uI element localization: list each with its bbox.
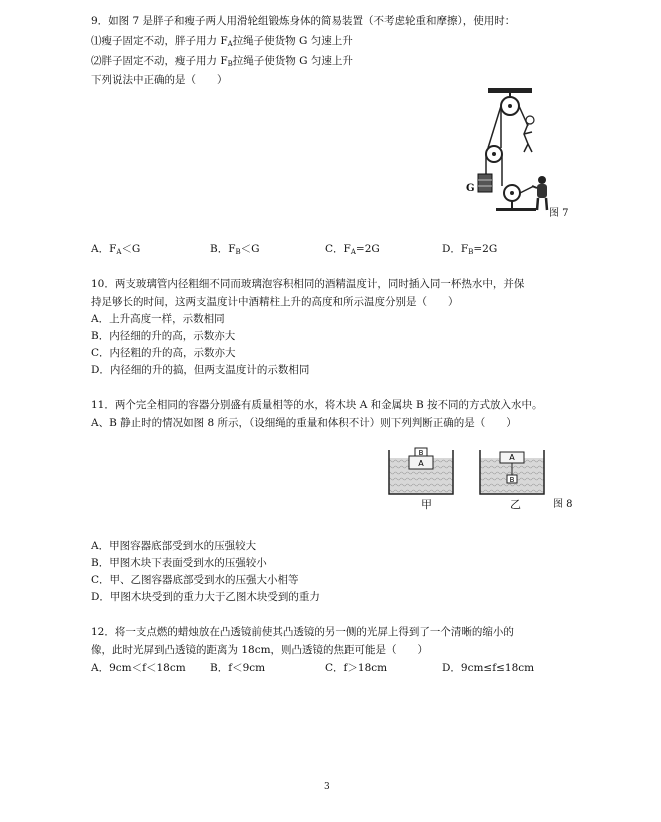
page-number: 3 [324,782,330,792]
q10-option-d: D．内径细的升的搞，但两支温度计的示数相同 [91,364,310,376]
caption-jia: 甲 [421,498,432,511]
q9-ask: 下列说法中正确的是（ ） [91,74,228,86]
svg-text:B: B [509,476,515,484]
q12-option-d: D．9cm≤f≤18cm [442,662,535,674]
q10-stem-line-2: 持足够长的时间，这两支温度计中酒精柱上升的高度和所示温度分别是（ ） [91,296,459,308]
q9-stem: 9．如图 7 是胖子和瘦子两人用滑轮组锻炼身体的简易装置（不考虑轮重和摩擦），使用时： [91,15,516,27]
svg-text:A: A [418,459,424,468]
q11-option-c: C．甲、乙图容器底部受到水的压强大小相等 [91,574,299,586]
q9-option-c: C．$F_A=2G$ [325,243,380,256]
weight-block [478,174,492,192]
q11-stem-line-1: 11．两个完全相同的容器分别盛有质量相等的水，将木块 A 和金属块 B 按不同的方式放入水中。 [91,399,543,411]
q12-option-a: A．9cm＜f＜18cm [91,662,186,674]
caption-yi: 乙 [510,498,521,511]
weight-label: G [466,183,475,194]
figure-7-label: 图 7 [549,208,569,219]
q9-option-b: B．$F_B<G$ [210,243,260,256]
q11-option-a: A．甲图容器底部受到水的压强较大 [91,540,257,552]
svg-text:B: B [418,449,424,457]
q9-condition-1: ⑴瘦子固定不动，胖子用力 $F_A$拉绳子使货物 G 匀速上升 [91,35,353,48]
q10-option-a: A．上升高度一样，示数相同 [91,313,225,325]
container-jia [389,448,453,494]
thin-person [526,116,534,124]
pulley-figure [466,86,556,216]
q12-option-b: B．f＜9cm [210,662,266,674]
fat-person [538,176,546,184]
svg-text:A: A [509,453,515,462]
q12-option-c: C．f＞18cm [325,662,388,674]
q9-condition-2: ⑵胖子固定不动，瘦子用力 $F_B$拉绳子使货物 G 匀速上升 [91,55,353,68]
q10-option-c: C．内径粗的升的高，示数亦大 [91,347,236,359]
q10-stem-line-1: 10．两支玻璃管内径粗细不同而玻璃泡容积相同的酒精温度计，同时插入同一杯热水中，并保 [91,278,525,290]
q9-option-d: D．$F_B=2G$ [442,243,498,256]
q11-option-d: D．甲图木块受到的重力大于乙图木块受到的重力 [91,591,320,603]
container-yi [480,450,544,494]
q10-option-b: B．内径细的升的高，示数亦大 [91,330,236,342]
ceiling-beam [488,88,532,93]
q12-stem-line-1: 12．将一支点燃的蜡烛放在凸透镜前使其凸透镜的另一侧的光屏上得到了一个清晰的缩小的 [91,626,514,638]
q12-stem-line-2: 像，此时光屏到凸透镜的距离为 18cm，则凸透镜的焦距可能是（ ） [91,644,429,656]
containers-figure [388,446,548,496]
figure-8-label: 图 8 [553,499,573,510]
q11-option-b: B．甲图木块下表面受到水的压强较小 [91,557,267,569]
q11-stem-line-2: A、B 静止时的情况如图 8 所示，（设细绳的重量和体积不计）则下列判断正确的是（ ） [91,417,517,429]
q9-option-a: A．$F_A<G$ [91,243,141,256]
